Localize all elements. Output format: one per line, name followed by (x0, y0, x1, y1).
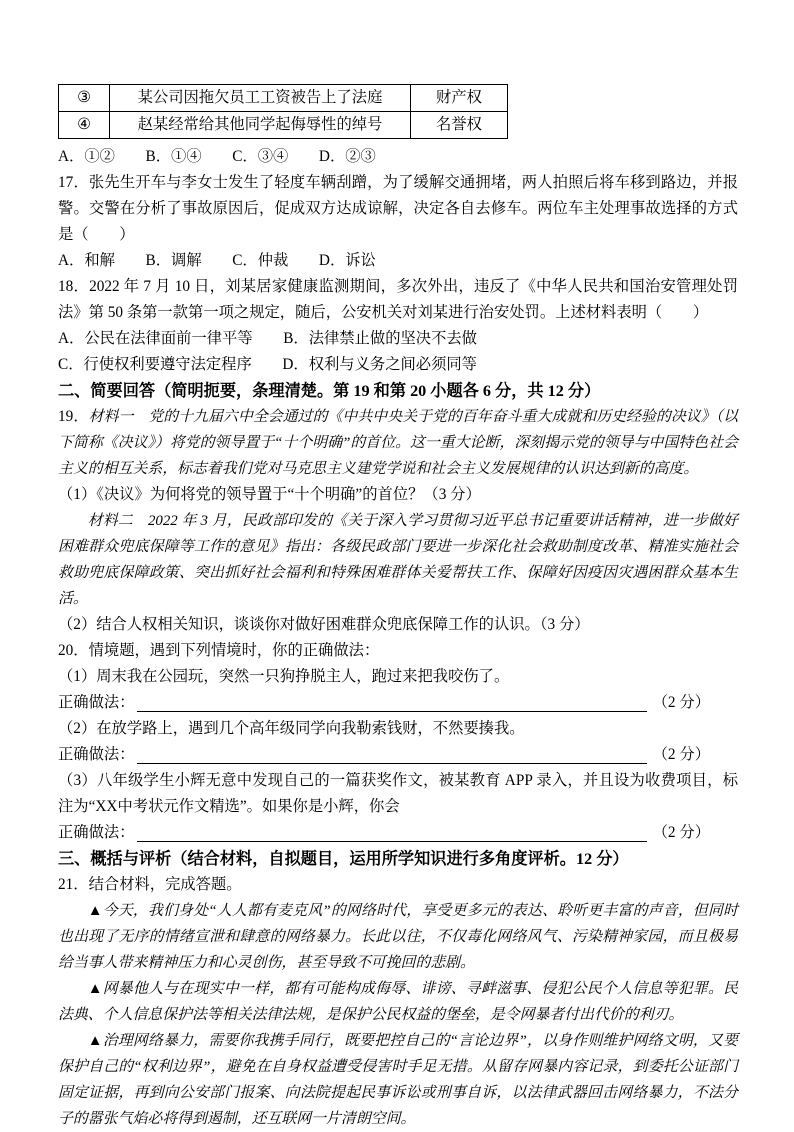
answer-blank-row-1 (58, 690, 710, 716)
score-label: （2 分） (652, 824, 710, 841)
case-right-cell: 财产权 (411, 85, 508, 112)
question21-material-para2: ▲网暴他人与在现实中一样，都有可能构成侮辱、诽谤、寻衅滋事、侵犯公民个人信息等犯罪。民法典、个人信息保护法等相关法律法规，是保护公民权益的堡垒，是令网暴者付出代价的利刃。 (58, 981, 738, 1023)
answer-label: 正确做法： (58, 824, 135, 841)
question20-item3: （3）八年级学生小辉无意中发现自己的一篇获奖作文，被某教育 APP 录入，并且设为收费项目，标注为“XX中考状元作文精选”。如果你是小辉，你会 (58, 772, 738, 815)
case-number-cell: ④ (59, 112, 110, 139)
answer-underline (137, 743, 647, 764)
question21-material-para3: ▲治理网络暴力，需要你我携手同行，既要把控自己的“言论边界”，以身作则维护网络文明，又要保护自己的“权利边界”，避免在自身权益遭受侵害时手足无措。从留存网暴内容记录，到委托公证部门固定证据，再到向公安部门报案、向法院提起民事诉讼或刑事自诉，以法律武器回击网络暴力，不法分子的嚣张气焰必将得到遏制，还互联网一片清朗空间。 (58, 1033, 738, 1127)
question19-sub2: （2）结合人权相关知识，谈谈你对做好困难群众兜底保障工作的认识。（3 分） (58, 616, 590, 633)
score-label: （2 分） (652, 694, 710, 711)
question18-stem: 18．2022 年 7 月 10 日，刘某居家健康监测期间，多次外出，违反了《中华人民共和国治安管理处罚法》第 50 条第一款第一项之规定，随后，公安机关对刘某进行治安处罚。上述材料表明（ ） (58, 278, 738, 321)
score-label: （2 分） (652, 746, 710, 763)
answer-label: 正确做法： (58, 746, 135, 763)
question19-sub1: （1）《决议》为何将党的领导置于“十个明确”的首位？（3 分） (58, 486, 481, 503)
answer-blank-row-3 (58, 820, 710, 846)
answer-underline (137, 821, 647, 842)
question21-material-para1: ▲今天，我们身处“人人都有麦克风”的网络时代，享受更多元的表达、聆听更丰富的声音，但同时也出现了无序的情绪宣泄和肆意的网络暴力。长此以往，不仅毒化网络风气、污染精神家园，而且极易给当事人带来精神压力和心灵创伤，甚至导致不可挽回的悲剧。 (58, 903, 738, 971)
case-scenario-cell: 某公司因拖欠员工工资被告上了法庭 (110, 85, 411, 112)
rights-case-table (58, 84, 508, 139)
case-right-cell: 名誉权 (411, 112, 508, 139)
question16-options: A．①② B．①④ C．③④ D．②③ (58, 148, 376, 165)
question20-stem: 20．情境题，遇到下列情境时，你的正确做法： (58, 642, 380, 659)
section2-heading: 二、简要回答（简明扼要，条理清楚。第 19 和第 20 小题各 6 分，共 12 分） (58, 382, 601, 400)
answer-label: 正确做法： (58, 694, 135, 711)
answer-blank-row-2 (58, 742, 710, 768)
question19-material1 (58, 404, 738, 482)
section3-heading: 三、概括与评析（结合材料，自拟题目，运用所学知识进行多角度评析。12 分） (58, 850, 629, 868)
question19-material2: 材料二 2022 年 3 月，民政部印发的《关于深入学习贯彻习近平总书记重要讲话精神，进一步做好困难群众兜底保障等工作的意见》指出：各级民政部门要进一步深化社会救助制度改革、精准实施社会救助兜底保障政策、突出抓好社会福利和特殊困难群体关爱帮扶工作、保障好因疫因灾遇困群众基本生活。 (58, 513, 738, 607)
table-row (59, 112, 508, 139)
question18-options-row2: C．行使权利要遵守法定程序 D．权利与义务之间必须同等 (58, 356, 477, 373)
question17-options: A．和解 B．调解 C．仲裁 D．诉讼 (58, 252, 376, 269)
case-number-cell: ③ (59, 85, 110, 112)
question18-options-row1: A．公民在法律面前一律平等 B．法律禁止做的坚决不去做 (58, 330, 477, 347)
case-scenario-cell: 赵某经常给其他同学起侮辱性的绰号 (110, 112, 411, 139)
question21-stem: 21．结合材料，完成答题。 (58, 876, 242, 893)
table-row (59, 85, 508, 112)
answer-underline (137, 691, 647, 712)
question20-item1: （1）周末我在公园玩，突然一只狗挣脱主人，跑过来把我咬伤了。 (58, 668, 510, 685)
question17-stem: 17．张先生开车与李女士发生了轻度车辆刮蹭，为了缓解交通拥堵，两人拍照后将车移到路边，并报警。交警在分析了事故原因后，促成双方达成谅解，决定各自去修车。两位车主处理事故选择的方式是（ ） (58, 174, 738, 243)
question19-number: 19． (58, 408, 89, 425)
question20-item2: （2）在放学路上，遇到几个高年级同学向我勒索钱财，不然要揍我。 (58, 720, 525, 737)
question19-material1-text: 材料一 党的十九届六中全会通过的《中共中央关于党的百年奋斗重大成就和历史经验的决议》（以下简称《决议》）将党的领导置于“十个明确”的首位。这一重大论断，深刻揭示党的领导与中国特色社会主义的相互关系，标志着我们党对马克思主义建党学说和社会主义发展规律的认识达到新的高度。 (58, 409, 738, 477)
